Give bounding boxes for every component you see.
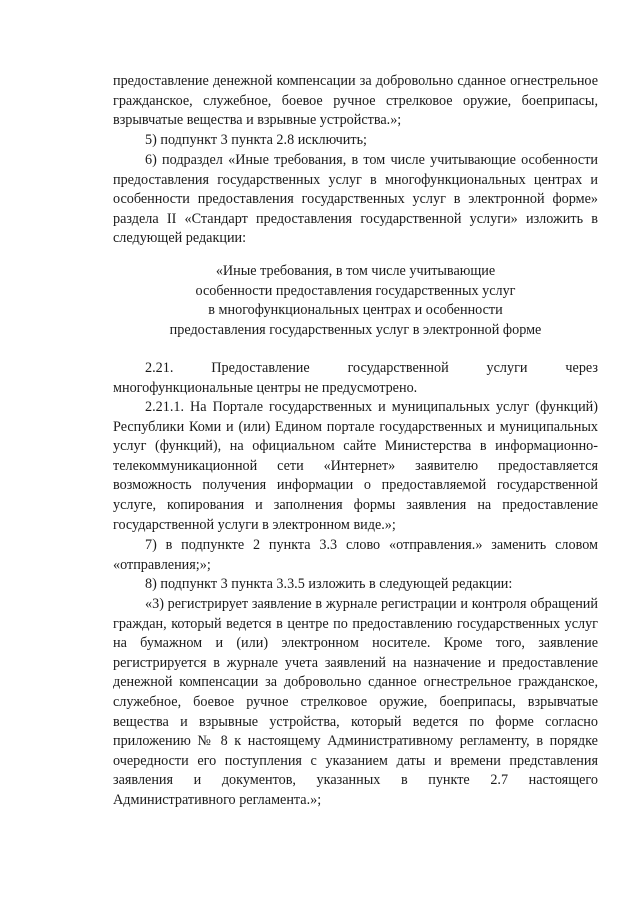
paragraph-item-3: «3) регистрирует заявление в журнале регистрации и контроля обращений граждан, который ведется в центре по предоставлению государственных услуг на бумажном и (или) электронном носителе. Кроме того, заявление регистрируется в журнале учета заявлений на назначение и предоставление денежной компенсации за добровольно сданное огнестрельное гражданское, служебное, боевое ручное стрелковое оружие, боеприпасы, взрывчатые вещества и взрывные устройства, который ведется по форме согласно приложению № 8 к настоящему Административному регламенту, в порядке очередности его поступления с указанием даты и времени представления заявления и документов, указанных в пункте 2.7 настоящего Административного регламента.»; xyxy=(113,596,598,808)
paragraph-2-21-1: 2.21.1. На Портале государственных и муниципальных услуг (функций) Республики Коми и (или) Едином портале государственных и муниципальных услуг (функций), на официальном сайте Министерства в информационно-телекоммуникационной сети «Интернет» заявителю предоставляется возможность получения информации о предоставляемой государственной услуге, копирования и заполнения формы заявления на предоставление государственной услуги в электронном виде.»; xyxy=(113,399,598,533)
heading-line-3: в многофункциональных центрах и особенности xyxy=(208,302,503,319)
item-8: 8) подпункт 3 пункта 3.3.5 изложить в следующей редакции: xyxy=(145,576,513,592)
heading-line-1: «Иные требования, в том числе учитывающие xyxy=(215,263,496,279)
heading-line-4: предоставления государственных услуг в электронной форме xyxy=(169,321,542,338)
section-heading xyxy=(113,262,598,340)
item-5: 5) подпункт 3 пункта 2.8 исключить; xyxy=(145,132,367,148)
item-7: 7) в подпункте 2 пункта 3.3 слово «отправления.» заменить словом «отправления;»; xyxy=(113,537,598,573)
paragraph-continuation: предоставление денежной компенсации за добровольно сданное огнестрельное гражданское, служебное, боевое ручное стрелковое оружие, боеприпасы, взрывчатые вещества и взрывные устройства.»; xyxy=(113,73,598,129)
item-6: 6) подраздел «Иные требования, в том числе учитывающие особенности предоставления государственных услуг в многофункциональных центрах и особенности предоставления государственных услуг в электронной форме» раздела II «Стандарт предоставления государственной услуги» изложить в следующей редакции: xyxy=(113,152,598,247)
paragraph-2-21: 2.21. Предоставление государственной услуги через многофункциональные центры не предусмотрено. xyxy=(113,360,598,396)
heading-line-2: особенности предоставления государственных услуг xyxy=(195,282,516,299)
